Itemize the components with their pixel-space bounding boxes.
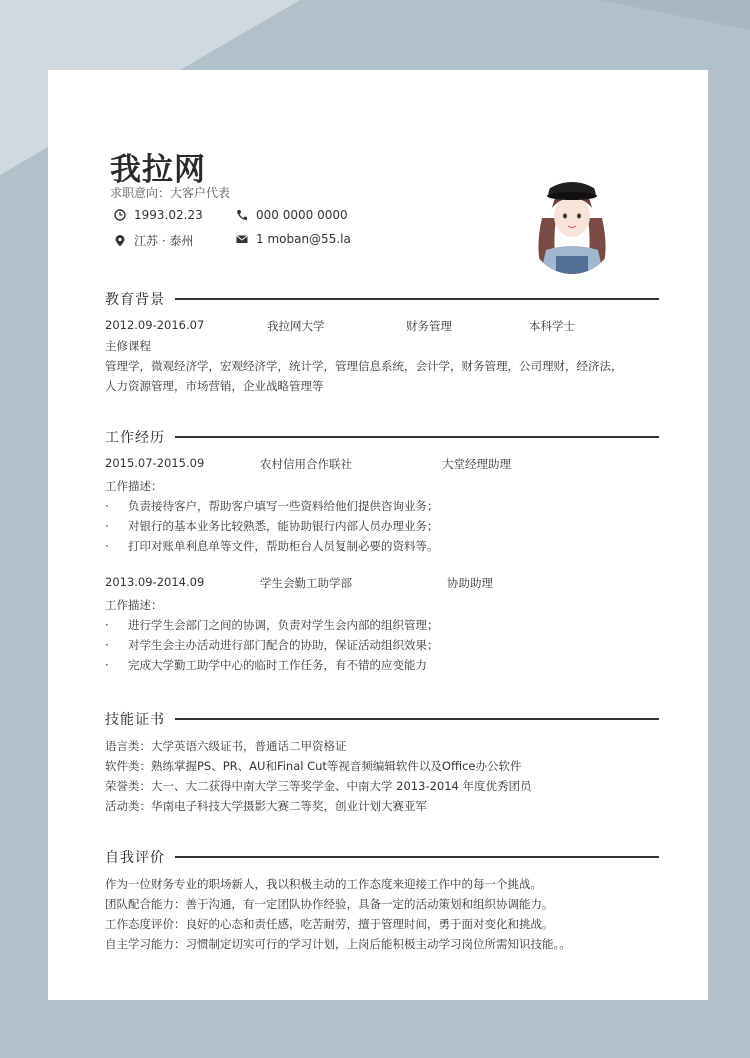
envelope-icon <box>236 233 248 245</box>
job-bullet: · 负责接待客户，帮助客户填写一些资料给他们提供咨询业务； <box>105 499 439 513</box>
self-eval-title: 自我评价 <box>105 850 165 866</box>
education-section-header <box>105 288 659 310</box>
job-org: 农村信用合作联社 <box>260 457 352 471</box>
section-divider <box>175 298 659 300</box>
courses-line: 管理学，微观经济学，宏观经济学，统计学，管理信息系统，会计学，财务管理，公司理财，经济法， <box>105 359 623 373</box>
job-bullet: · 完成大学勤工助学中心的临时工作任务，有不错的应变能力 <box>105 658 427 672</box>
job-bullet: · 对银行的基本业务比较熟悉，能协助银行内部人员办理业务； <box>105 519 439 533</box>
job-role: 协助助理 <box>447 576 493 590</box>
skill-line: 语言类：大学英语六级证书，普通话二甲资格证 <box>105 739 347 753</box>
education-major: 财务管理 <box>406 319 452 333</box>
applicant-name: 我拉网 <box>110 152 206 188</box>
email-address: 1 moban@55.la <box>256 232 351 246</box>
education-title: 教育背景 <box>105 292 165 308</box>
job-intent: 求职意向：大客户代表 <box>110 186 231 200</box>
self-eval-line: 工作态度评价：良好的心态和责任感，吃苦耐劳，擅于管理时间，勇于面对变化和挑战。 <box>105 917 554 931</box>
education-period: 2012.09-2016.07 <box>105 318 205 332</box>
self-eval-line: 自主学习能力：习惯制定切实可行的学习计划，上岗后能积极主动学习岗位所需知识技能。。 <box>105 937 571 951</box>
self-eval-line: 作为一位财务专业的职场新人，我以积极主动的工作态度来迎接工作中的每一个挑战。 <box>105 877 542 891</box>
phone-icon <box>236 209 248 221</box>
work-section-header <box>105 426 659 448</box>
job-bullet: · 打印对账单利息单等文件，帮助柜台人员复制必要的资料等。 <box>105 539 439 553</box>
skills-title: 技能证书 <box>105 712 165 728</box>
self-eval-line: 团队配合能力：善于沟通，有一定团队协作经验，具备一定的活动策划和组织协调能力。 <box>105 897 554 911</box>
phone-number: 000 0000 0000 <box>256 208 348 222</box>
resume-page <box>48 70 708 1000</box>
job-period: 2013.09-2014.09 <box>105 575 205 589</box>
avatar <box>528 158 616 276</box>
skill-line: 荣誉类：大一、大二获得中南大学三等奖学金、中南大学 2013-2014 年度优秀团员 <box>105 779 532 793</box>
section-divider <box>175 856 659 858</box>
location-info <box>114 232 193 249</box>
job-bullet: · 对学生会主办活动进行部门配合的协助，保证活动组织效果； <box>105 638 439 652</box>
job-org: 学生会勤工助学部 <box>260 576 352 590</box>
location-pin-icon <box>114 235 126 247</box>
job-desc-label: 工作描述： <box>105 598 163 612</box>
job-period: 2015.07-2015.09 <box>105 456 205 470</box>
section-divider <box>175 436 659 438</box>
job-role: 大堂经理助理 <box>442 457 511 471</box>
education-school: 我拉网大学 <box>267 319 325 333</box>
skill-line: 活动类：华南电子科技大学摄影大赛二等奖，创业计划大赛亚军 <box>105 799 427 813</box>
clock-icon <box>114 209 126 221</box>
courses-label: 主修课程 <box>105 339 151 353</box>
phone-info <box>236 208 348 222</box>
courses-line: 人力资源管理，市场营销，企业战略管理等 <box>105 379 324 393</box>
education-degree: 本科学士 <box>529 319 575 333</box>
email-info <box>236 232 351 246</box>
job-bullet: · 进行学生会部门之间的协调，负责对学生会内部的组织管理； <box>105 618 439 632</box>
skills-section-header <box>105 708 659 730</box>
birth-date: 1993.02.23 <box>134 208 203 222</box>
location: 江苏 · 泰州 <box>134 234 194 248</box>
section-divider <box>175 718 659 720</box>
birth-info <box>114 208 203 222</box>
skill-line: 软件类：熟练掌握PS、PR、AU和Final Cut等视音频编辑软件以及Office办公软件 <box>105 759 522 773</box>
work-title: 工作经历 <box>105 430 165 446</box>
self-eval-section-header <box>105 846 659 868</box>
job-desc-label: 工作描述： <box>105 479 163 493</box>
